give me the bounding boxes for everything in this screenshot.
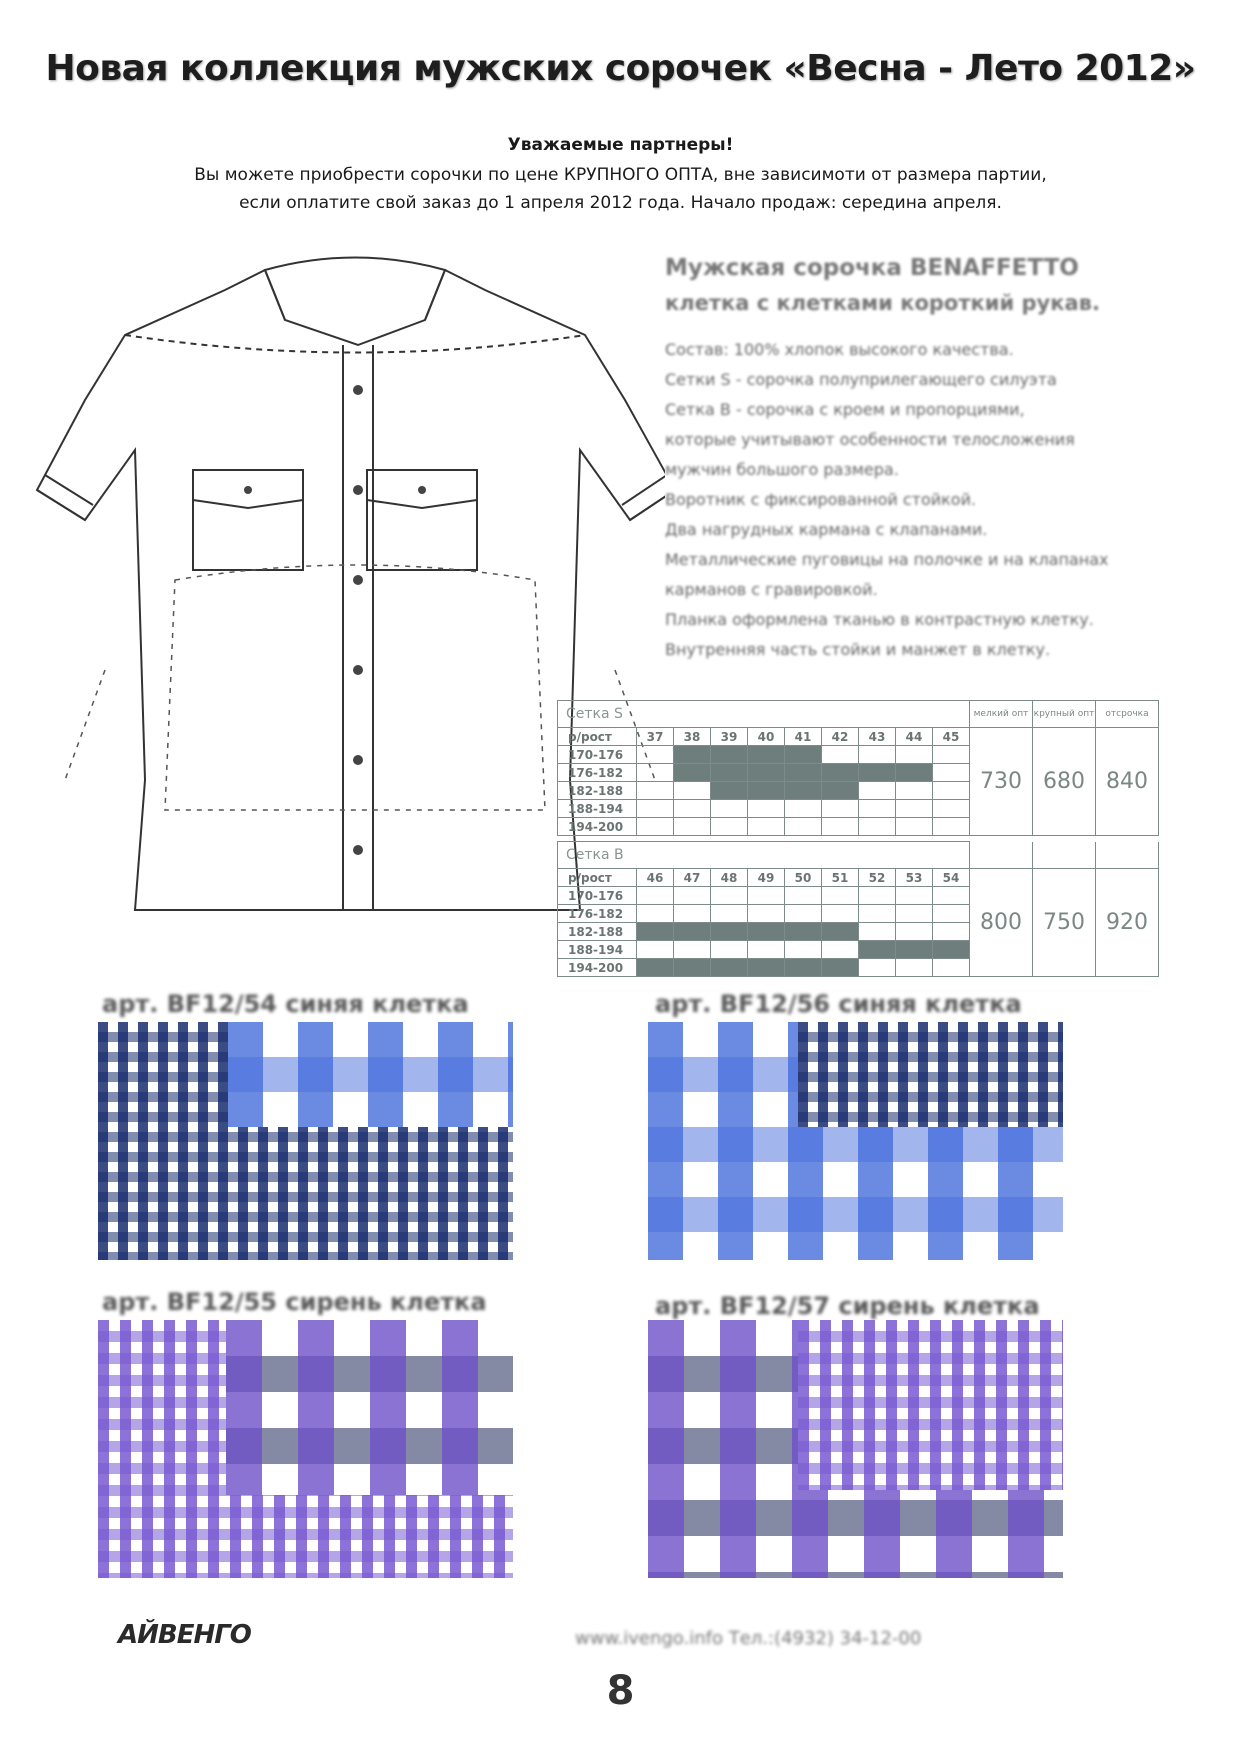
size-cell: 39 [711,728,748,746]
availability-cell [822,818,859,836]
size-table-b [557,841,1159,977]
height-label: 170-176 [558,746,637,764]
desc-heading-2: клетка с клетками короткий рукав. [665,291,1100,315]
availability-cell [711,818,748,836]
price-cell: 800 [970,869,1033,977]
availability-cell [785,800,822,818]
availability-cell [785,959,822,977]
intro-line-1: Вы можете приобрести сорочки по цене КРУПНОГО ОПТА, вне зависимоти от размера партии, [194,165,1047,185]
size-cell: 54 [933,869,970,887]
availability-cell [822,923,859,941]
availability-cell [637,782,674,800]
availability-cell [896,923,933,941]
availability-cell [748,905,785,923]
height-label: 182-188 [558,923,637,941]
availability-cell [674,746,711,764]
availability-cell [711,746,748,764]
availability-cell [637,764,674,782]
fabric-swatch-violet-big [648,1320,1063,1578]
product-description [665,255,1225,665]
availability-cell [896,887,933,905]
right-pocket [367,470,477,570]
size-cell: 53 [896,869,933,887]
availability-cell [711,959,748,977]
pocket-button [244,486,252,494]
height-label: 176-182 [558,905,637,923]
availability-cell [896,800,933,818]
availability-cell [933,941,970,959]
availability-cell [896,764,933,782]
desc-line: Металлические пуговицы на полочке и на клапанах [665,550,1109,569]
size-cell: 38 [674,728,711,746]
fabric-swatch-blue [648,1022,1063,1260]
availability-cell [859,782,896,800]
button [353,485,363,495]
availability-cell [711,905,748,923]
availability-cell [785,764,822,782]
availability-cell [711,800,748,818]
left-pocket [193,470,303,570]
availability-cell [748,818,785,836]
availability-cell [637,923,674,941]
availability-cell [711,782,748,800]
size-cell: 47 [674,869,711,887]
availability-cell [674,887,711,905]
availability-cell [674,941,711,959]
fabric-swatch-navy [98,1022,513,1260]
desc-heading-1: Мужская сорочка BENAFFETTO [665,255,1079,281]
availability-cell [859,887,896,905]
desc-line: Два нагрудных кармана с клапанами. [665,520,988,539]
greeting: Уважаемые партнеры! [507,135,734,155]
height-label: 182-188 [558,782,637,800]
price-header: мелкий опт [970,701,1033,728]
footer-contact: www.ivengo.info Тел.:(4932) 34-12-00 [575,1628,922,1649]
intro-line-2: если оплатите свой заказ до 1 апреля 2012 года. Начало продаж: середина апреля. [239,193,1002,213]
availability-cell [822,941,859,959]
availability-cell [859,818,896,836]
availability-cell [748,800,785,818]
availability-cell [859,764,896,782]
size-cell: 40 [748,728,785,746]
availability-cell [674,782,711,800]
availability-cell [933,782,970,800]
availability-cell [822,800,859,818]
desc-line: Сетка B - сорочка с кроем и пропорциями, [665,400,1025,419]
row-header: р/рост [558,728,637,746]
shirt-placket [343,345,373,910]
desc-line: Состав: 100% хлопок высокого качества. [665,340,1014,359]
shirt-back-outline [165,565,545,810]
page-title: Новая коллекция мужских сорочек «Весна - Лето 2012» [45,48,1196,89]
availability-cell [785,905,822,923]
availability-cell [859,800,896,818]
availability-cell [896,746,933,764]
button [353,575,363,585]
availability-cell [674,764,711,782]
availability-cell [711,941,748,959]
availability-cell [933,887,970,905]
availability-cell [674,818,711,836]
availability-cell [748,782,785,800]
availability-cell [711,887,748,905]
availability-cell [711,764,748,782]
grid-label: Сетка B [558,842,970,869]
availability-cell [896,782,933,800]
availability-cell [674,959,711,977]
size-cell: 48 [711,869,748,887]
desc-line: карманов с гравировкой. [665,580,878,599]
grid-label: Сетка S [558,701,970,728]
availability-cell [748,941,785,959]
size-cell: 37 [637,728,674,746]
availability-cell [933,746,970,764]
swatch-label: арт. BF12/56 синяя клетка [655,990,1022,1018]
availability-cell [859,959,896,977]
size-cell: 51 [822,869,859,887]
desc-line: Планка оформлена тканью в контрастную клетку. [665,610,1094,629]
availability-cell [822,782,859,800]
availability-cell [674,923,711,941]
height-label: 188-194 [558,941,637,959]
size-table-s [557,700,1159,836]
price-cell: 920 [1096,869,1159,977]
size-cell: 41 [785,728,822,746]
availability-cell [859,905,896,923]
price-header: крупный опт [1033,701,1096,728]
price-cell: 750 [1033,869,1096,977]
button [353,665,363,675]
size-cell: 43 [859,728,896,746]
availability-cell [822,905,859,923]
availability-cell [896,818,933,836]
fabric-swatch-violet [98,1320,513,1578]
availability-cell [896,905,933,923]
pocket-button [418,486,426,494]
price-cell: 730 [970,728,1033,836]
desc-line: мужчин большого размера. [665,460,899,479]
availability-cell [674,905,711,923]
availability-cell [674,800,711,818]
availability-cell [785,923,822,941]
availability-cell [785,818,822,836]
availability-cell [748,887,785,905]
size-cell: 45 [933,728,970,746]
availability-cell [748,923,785,941]
row-header: р/рост [558,869,637,887]
availability-cell [859,941,896,959]
swatch-label: арт. BF12/57 сирень клетка [655,1292,1040,1320]
availability-cell [785,782,822,800]
height-label: 194-200 [558,818,637,836]
availability-cell [637,887,674,905]
availability-cell [896,959,933,977]
desc-line: которые учитывают особенности телосложения [665,430,1075,449]
availability-cell [637,905,674,923]
brand-logo: АЙВЕНГО [118,1620,251,1650]
size-cell: 46 [637,869,674,887]
size-cell: 42 [822,728,859,746]
size-cell: 44 [896,728,933,746]
desc-line: Сетки S - сорочка полуприлегающего силуэта [665,370,1057,389]
price-header: отсрочка [1096,701,1159,728]
availability-cell [933,923,970,941]
availability-cell [711,923,748,941]
availability-cell [637,941,674,959]
height-label: 176-182 [558,764,637,782]
availability-cell [637,746,674,764]
availability-cell [637,800,674,818]
availability-cell [933,959,970,977]
availability-cell [785,941,822,959]
button [353,755,363,765]
shirt-collar [265,258,445,346]
desc-line: Внутренняя часть стойки и манжет в клетку. [665,640,1051,659]
price-cell: 840 [1096,728,1159,836]
availability-cell [785,746,822,764]
size-cell: 50 [785,869,822,887]
swatch-label: арт. BF12/54 синяя клетка [102,990,469,1018]
height-label: 170-176 [558,887,637,905]
availability-cell [822,959,859,977]
availability-cell [822,887,859,905]
availability-cell [748,764,785,782]
availability-cell [822,746,859,764]
availability-cell [933,764,970,782]
button [353,845,363,855]
availability-cell [822,764,859,782]
availability-cell [748,746,785,764]
availability-cell [859,746,896,764]
desc-line: Воротник с фиксированной стойкой. [665,490,977,509]
button [353,385,363,395]
price-cell: 680 [1033,728,1096,836]
height-label: 194-200 [558,959,637,977]
height-label: 188-194 [558,800,637,818]
page-number: 8 [606,1668,635,1714]
availability-cell [859,923,896,941]
size-cell: 49 [748,869,785,887]
availability-cell [933,905,970,923]
size-cell: 52 [859,869,896,887]
availability-cell [785,887,822,905]
availability-cell [637,818,674,836]
availability-cell [637,959,674,977]
availability-cell [896,941,933,959]
availability-cell [933,818,970,836]
swatch-label: арт. BF12/55 сирень клетка [102,1288,487,1316]
availability-cell [933,800,970,818]
availability-cell [748,959,785,977]
